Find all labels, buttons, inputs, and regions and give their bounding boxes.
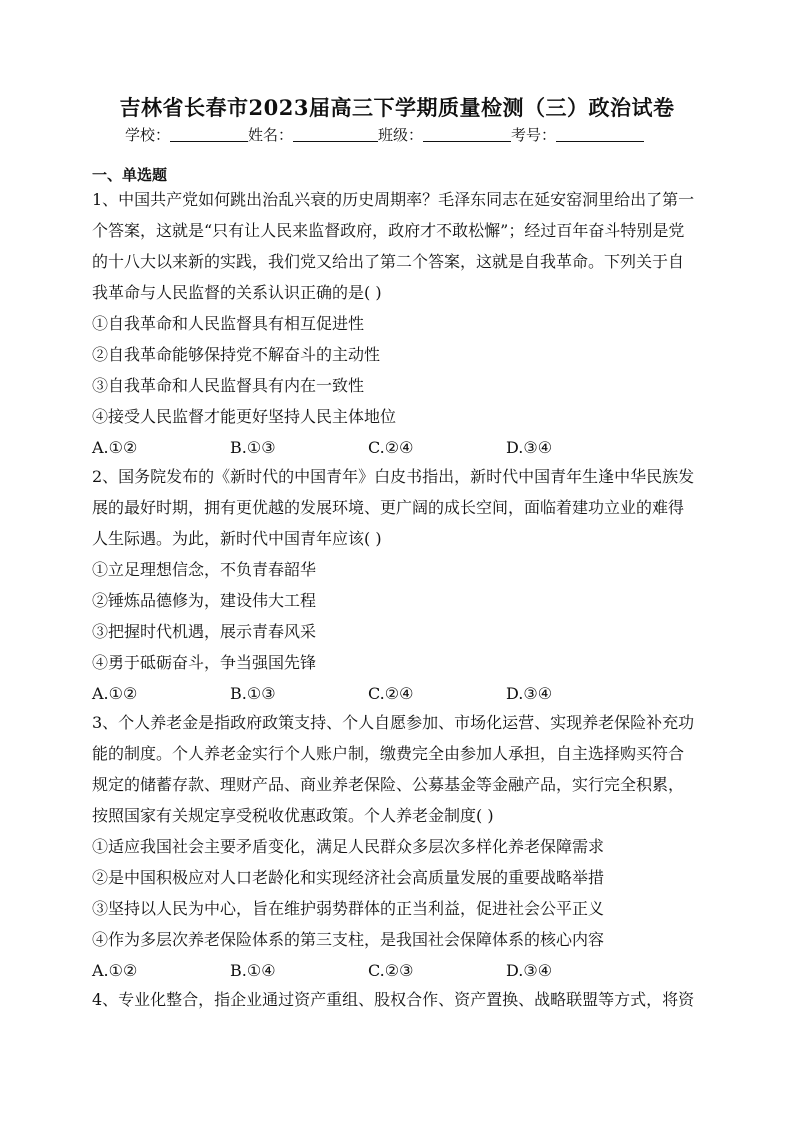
question-4-stem — [92, 984, 712, 1015]
question-3-option: ④作为多层次养老保险体系的第三支柱，是我国社会保障体系的核心内容 — [92, 930, 605, 949]
question-1-option: ②自我革命能够保持党不解奋斗的主动性 — [92, 345, 381, 364]
question-stem-line: 的十八大以来新的实践，我们党又给出了第二个答案，这就是自我革命。下列关于自 — [92, 252, 685, 271]
question-1-stem — [92, 184, 712, 308]
question-2-option: ③把握时代机遇，展示青春风采 — [92, 622, 317, 641]
choice-b[interactable]: B.①④ — [230, 961, 276, 980]
school-blank[interactable] — [170, 127, 248, 142]
question-3-option: ②是中国积极应对人口老龄化和实现经济社会高质量发展的重要战略举措 — [92, 868, 605, 887]
student-info-line — [125, 124, 685, 145]
choice-d[interactable]: D.③④ — [506, 438, 553, 457]
class-blank[interactable] — [423, 127, 511, 142]
question-stem-line: 按照国家有关规定享受税收优惠政策。个人养老金制度( ) — [92, 806, 494, 825]
choice-d[interactable]: D.③④ — [506, 684, 553, 703]
question-stem-line: 能的制度。个人养老金实行个人账户制，缴费完全由参加人承担，自主选择购买符合 — [92, 744, 685, 763]
question-stem-line: 规定的储蓄存款、理财产品、商业养老保险、公募基金等金融产品，实行完全积累， — [92, 775, 685, 794]
choice-b[interactable]: B.①③ — [230, 438, 276, 457]
question-stem-line: 我革命与人民监督的关系认识正确的是( ) — [92, 283, 382, 302]
question-3-option: ①适应我国社会主要矛盾变化，满足人民群众多层次多样化养老保障需求 — [92, 837, 605, 856]
question-1-option: ④接受人民监督才能更好坚持人民主体地位 — [92, 407, 397, 426]
question-stem-line: 展的最好时期，拥有更优越的发展环境、更广阔的成长空间，面临着建功立业的难得 — [92, 498, 685, 517]
question-stem-line: 1、中国共产党如何跳出治乱兴衰的历史周期率？毛泽东同志在延安窑洞里给出了第一 — [92, 190, 695, 209]
question-2-stem — [92, 461, 712, 554]
class-label: 班级： — [378, 126, 424, 144]
number-blank[interactable] — [556, 127, 644, 142]
question-1-option: ①自我革命和人民监督具有相互促进性 — [92, 314, 365, 333]
question-stem-line: 个答案，这就是“只有让人民来监督政府，政府才不敢松懈”；经过百年奋斗特别是党 — [92, 221, 685, 240]
question-stem-line: 人生际遇。为此，新时代中国青年应该( ) — [92, 529, 382, 548]
choice-c[interactable]: C.②④ — [368, 438, 414, 457]
name-label: 姓名： — [248, 126, 294, 144]
name-blank[interactable] — [293, 127, 378, 142]
question-2-option: ①立足理想信念，不负青春韶华 — [92, 560, 317, 579]
school-label: 学校： — [125, 126, 171, 144]
question-stem-line: 4、专业化整合，指企业通过资产重组、股权合作、资产置换、战略联盟等方式，将资 — [92, 990, 695, 1009]
number-label: 考号： — [511, 126, 557, 144]
exam-title: 吉林省长春市2023届高三下学期质量检测（三）政治试卷 — [119, 95, 675, 120]
question-stem-line: 3、个人养老金是指政府政策支持、个人自愿参加、市场化运营、实现养老保险补充功 — [92, 713, 695, 732]
question-2-option: ②锤炼品德修为，建设伟大工程 — [92, 591, 317, 610]
choice-b[interactable]: B.①③ — [230, 684, 276, 703]
choice-a[interactable]: A.①② — [92, 961, 138, 980]
question-2-option: ④勇于砥砺奋斗，争当强国先锋 — [92, 653, 317, 672]
choice-c[interactable]: C.②④ — [368, 684, 414, 703]
question-1-option: ③自我革命和人民监督具有内在一致性 — [92, 376, 365, 395]
question-3-stem — [92, 707, 712, 831]
choice-c[interactable]: C.②③ — [368, 961, 414, 980]
choice-a[interactable]: A.①② — [92, 684, 138, 703]
section-title: 一、单选题 — [92, 166, 168, 184]
choice-a[interactable]: A.①② — [92, 438, 138, 457]
question-3-option: ③坚持以人民为中心，旨在维护弱势群体的正当利益，促进社会公平正义 — [92, 899, 605, 918]
question-stem-line: 2、国务院发布的《新时代的中国青年》白皮书指出，新时代中国青年生逢中华民族发 — [92, 467, 695, 486]
choice-d[interactable]: D.③④ — [506, 961, 553, 980]
